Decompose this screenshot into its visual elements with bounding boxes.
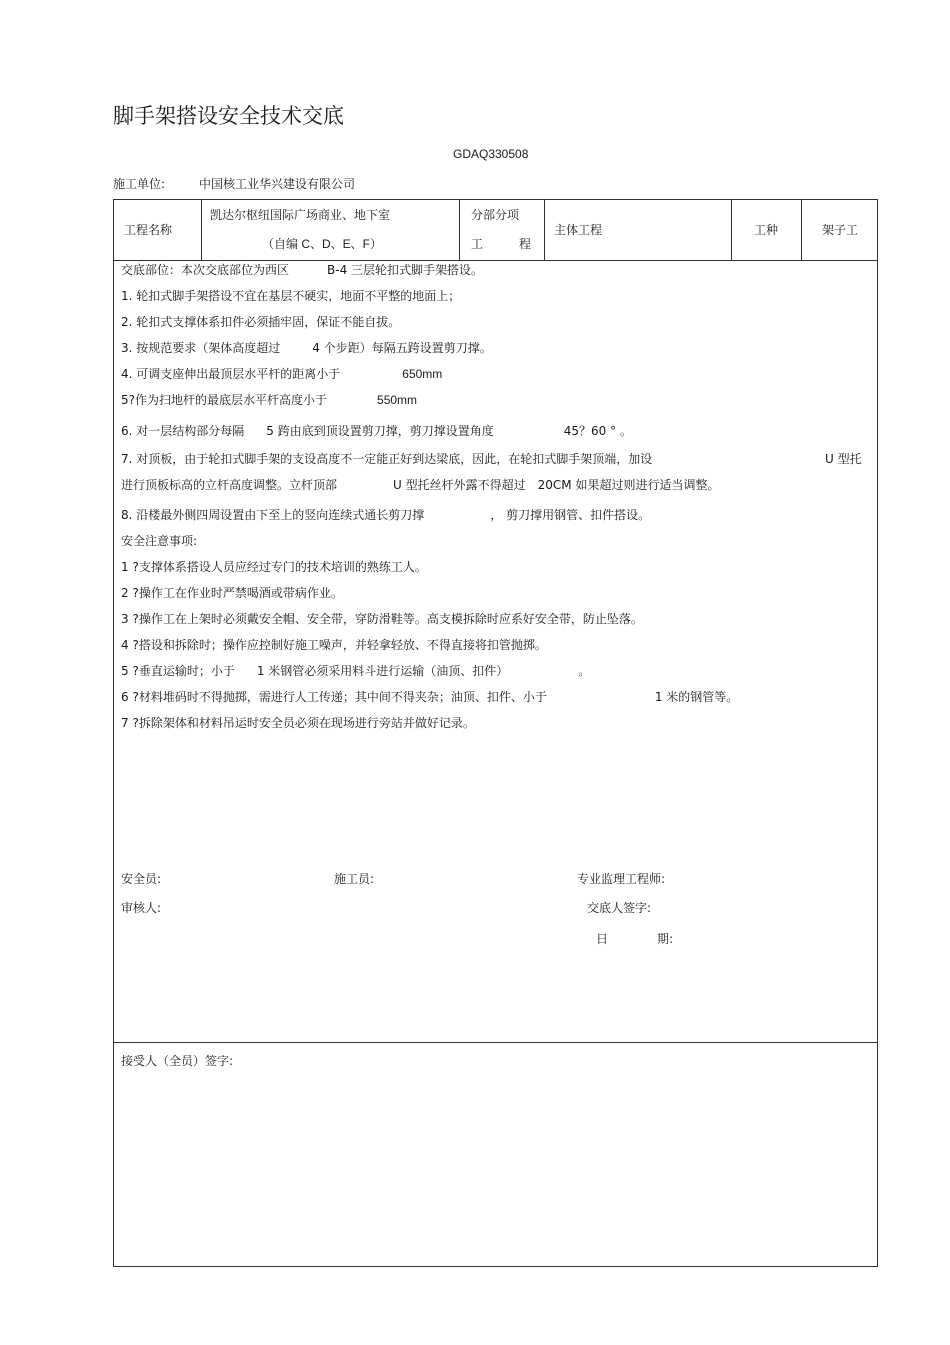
document-code: GDAQ330508 — [453, 147, 529, 161]
safety-item-3: 3 ?操作工在上架时必须戴安全帽、安全带，穿防滑鞋等。高支模拆除时应系好安全带，防止坠落。 — [121, 612, 643, 626]
sub-project-value: 主体工程 — [554, 223, 603, 237]
sub-project-label: 分部分项 — [471, 208, 520, 222]
safety-item-5 — [121, 662, 590, 679]
text-segment: 20CM 如果超过则进行适当调整。 — [537, 478, 720, 492]
divider — [459, 200, 460, 260]
safety-item-2: 2 ?操作工在作业时严禁喝酒或带病作业。 — [121, 586, 343, 600]
date-label-suffix: 期: — [657, 932, 674, 946]
text-segment: 5 跨由底到顶设置剪刀撑，剪刀撑设置角度 — [266, 424, 494, 438]
disclosure-item-7-tail: U 型托 — [825, 452, 862, 466]
receiver-signature-label: 接受人（全员）签字: — [121, 1054, 234, 1068]
supervisor-label: 专业监理工程师: — [577, 872, 666, 886]
text-segment: 8. 沿楼最外侧四周设置由下至上的竖向连续式通长剪刀撑 — [121, 508, 425, 522]
divider — [801, 200, 802, 260]
text-segment: 4 个步距）每隔五跨设置剪刀撑。 — [312, 341, 492, 355]
disclosure-item-2: 2. 轮扣式支撑体系扣件必须插牢固，保证不能自拔。 — [121, 315, 401, 329]
construction-unit-label: 施工单位: — [113, 177, 166, 191]
trade-value: 架子工 — [822, 223, 859, 237]
disclosure-item-8 — [121, 506, 650, 523]
safety-item-7: 7 ?拆除架体和材料吊运时安全员必须在现场进行旁站并做好记录。 — [121, 716, 475, 730]
safety-item-6 — [121, 688, 738, 705]
text-segment: 1 米钢管必须采用料斗进行运输（油顶、扣件） — [256, 664, 509, 678]
project-name-line2: （自编 C、D、E、F） — [262, 237, 383, 251]
project-name-line1: 凯达尔枢纽国际广场商业、地下室 — [210, 208, 391, 222]
text-segment: 3. 按规范要求（架体高度超过 — [121, 341, 281, 355]
sub-project-label-char: 程 — [519, 237, 532, 251]
disclosure-form — [113, 199, 878, 1267]
trade-label: 工种 — [754, 223, 779, 237]
reviewer-label: 审核人: — [121, 901, 162, 915]
safety-item-4: 4 ?搭设和拆除时；操作应控制好施工噪声，并轻拿轻放、不得直接将扣管抛掷。 — [121, 638, 547, 652]
sub-project-label-char: 工 — [471, 237, 484, 251]
disclosure-item-1: 1. 轮扣式脚手架搭设不宜在基层不硬实，地面不平整的地面上； — [121, 289, 461, 303]
date-label: 日 — [596, 932, 609, 946]
text-segment: 4. 可调支座伸出最顶层水平杆的距离小于 — [121, 367, 341, 381]
text-segment: 6. 对一层结构部分每隔 — [121, 424, 245, 438]
text-segment: 交底部位：本次交底部位为西区 — [121, 263, 290, 277]
text-segment: U 型托丝杆外露不得超过 — [393, 478, 526, 492]
text-segment: B-4 三层轮扣式脚手架搭设。 — [327, 263, 484, 277]
text-segment: 5 ?垂直运输时；小于 — [121, 664, 235, 678]
divider — [731, 200, 732, 260]
disclosure-item-6 — [121, 422, 632, 439]
text-segment: 进行顶板标高的立杆高度调整。立杆顶部 — [121, 478, 338, 492]
disclosure-item-3 — [121, 339, 492, 356]
disclosure-item-7-cont — [121, 476, 719, 493]
safety-item-1: 1 ?支撑体系搭设人员应经过专门的技术培训的熟练工人。 — [121, 560, 427, 574]
safety-officer-label: 安全员: — [121, 872, 162, 886]
text-segment: 。 — [578, 664, 591, 678]
text-segment: 550mm — [377, 393, 418, 407]
page-title: 脚手架搭设安全技术交底 — [113, 104, 344, 128]
text-segment: 45？60 ° 。 — [563, 424, 632, 438]
text-segment: 1 米的钢管等。 — [654, 690, 739, 704]
disclosure-item-5 — [121, 391, 417, 408]
text-segment: 6 ?材料堆码时不得抛掷，需进行人工传递；其中间不得夹杂；油顶、扣件、小于 — [121, 690, 547, 704]
constructor-label: 施工员: — [334, 872, 375, 886]
divider — [201, 200, 202, 260]
disclosure-item-7: 7. 对顶板，由于轮扣式脚手架的支设高度不一定能正好到达梁底，因此，在轮扣式脚手架顶端，加设 — [121, 452, 653, 466]
safety-heading: 安全注意事项: — [121, 534, 198, 548]
disclosure-item-4 — [121, 365, 442, 382]
disclosure-location — [121, 261, 483, 278]
discloser-label: 交底人签字: — [587, 901, 652, 915]
divider — [544, 200, 545, 260]
project-name-label: 工程名称 — [124, 223, 173, 237]
construction-unit-value: 中国核工业华兴建设有限公司 — [199, 177, 356, 191]
text-segment: ， 剪刀撑用钢管、扣件搭设。 — [490, 508, 651, 522]
divider — [114, 1042, 877, 1043]
text-segment: 650mm — [402, 367, 443, 381]
text-segment: 5?作为扫地杆的最底层水平杆高度小于 — [121, 393, 328, 407]
